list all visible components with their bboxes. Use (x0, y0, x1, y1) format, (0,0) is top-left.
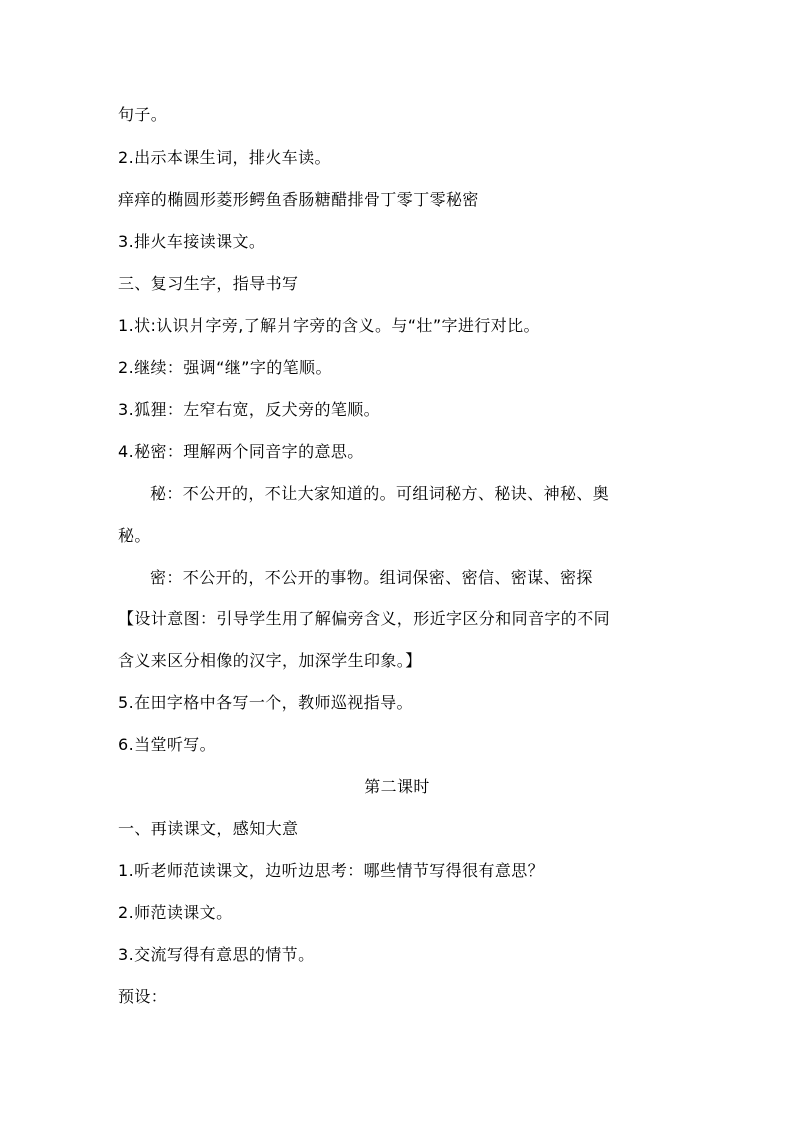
design-intent-line: 【设计意图：引导学生用了解偏旁含义，形近字区分和同音字的不同 (118, 609, 611, 628)
text-line: 5.在田字格中各写一个，教师巡视指导。 (118, 693, 413, 712)
text-line: 2.师范读课文。 (118, 903, 233, 922)
text-line: 6.当堂听写。 (118, 735, 217, 754)
text-line: 1.状:认识爿字旁,了解爿字旁的含义。与“壮”字进行对比。 (118, 316, 540, 335)
text-line: 2.继续：强调“继”字的笔顺。 (118, 358, 332, 377)
text-line: 3.交流写得有意思的情节。 (118, 945, 315, 964)
text-line: 2.出示本课生词，排火车读。 (118, 148, 331, 167)
lesson-title: 第二课时 (364, 777, 430, 796)
text-line: 1.听老师范读课文，边听边思考：哪些情节写得很有意思？ (118, 861, 545, 880)
text-line: 密：不公开的，不公开的事物。组词保密、密信、密谋、密探 (150, 568, 593, 587)
text-line: 句子。 (118, 105, 168, 124)
text-line: 3.狐狸：左窄右宽，反犬旁的笔顺。 (118, 400, 381, 419)
text-line: 4.秘密：理解两个同音字的意思。 (118, 442, 364, 461)
text-line: 3.排火车接读课文。 (118, 232, 266, 251)
vocabulary-line: 痒痒的椭圆形菱形鳄鱼香肠糖醋排骨丁零丁零秘密 (118, 190, 479, 209)
section-heading: 三、复习生字，指导书写 (118, 274, 299, 293)
text-line: 秘：不公开的，不让大家知道的。可组词秘方、秘诀、神秘、奥 (150, 484, 610, 503)
text-line: 秘。 (118, 526, 151, 545)
design-intent-line: 含义来区分相像的汉字，加深学生印象。】 (118, 651, 422, 670)
text-line: 预设： (118, 987, 168, 1006)
section-heading: 一、再读课文，感知大意 (118, 819, 299, 838)
